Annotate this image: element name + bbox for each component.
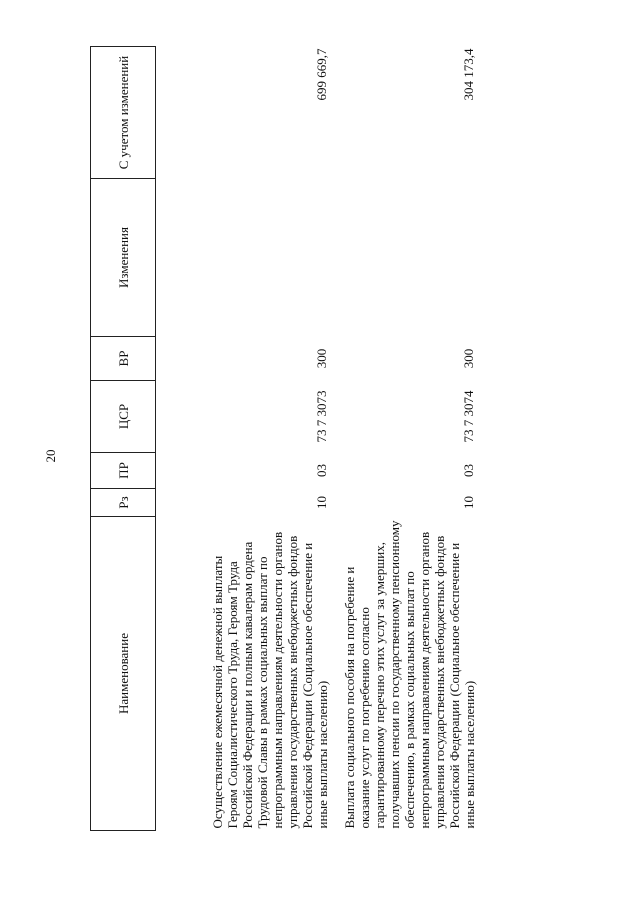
table-row [156,47,331,831]
row-changes [330,179,477,337]
row-pr: 03 [314,464,329,477]
row-with-changes: 304 173,4 [461,48,476,101]
header-with-changes: С учетом изменений [91,47,156,179]
rotated-table-region [90,47,502,831]
row-rz: 10 [314,496,329,509]
row-pr: 03 [461,464,476,477]
header-vr: ВР [91,337,156,381]
header-rz: Рз [91,489,156,517]
row-name: Осуществление ежемесячной денежной выплаты Героям Социалистического Труда, Героям Труда Российской Федерации и полным кавалерам ордена Трудовой Славы в рамках социальных выплат по непрограммным направлениям деятельности органов управления государственных внебюджетных фондов Российской Федерации (Социальное обеспечение и иные выплаты населению) [210,531,330,829]
budget-table [90,46,477,831]
row-csr: 73 7 3073 [314,390,329,443]
header-changes: Изменения [91,179,156,337]
row-vr: 300 [314,348,329,369]
header-csr: ЦСР [91,381,156,453]
row-with-changes: 699 669,7 [314,48,329,101]
row-vr: 300 [461,348,476,369]
row-csr: 73 7 3074 [461,390,476,443]
row-changes [156,179,331,337]
row-name: Выплата социального пособия на погребение и оказание услуг по погребению согласно гарантированному перечню этих услуг за умерших, получавших пенсии по государственному пенсионному обеспечению, в рамках социальных выплат по непрограммным направлениям деятельности органов управления государственных внебюджетных фондов Российской Федерации (Социальное обеспечение и иные выплаты населению) [342,520,477,829]
row-rz: 10 [461,496,476,509]
table-header-row [91,47,156,831]
header-pr: ПР [91,453,156,489]
header-name: Наименование [91,517,156,831]
table-row [330,47,477,831]
page-number: 20 [43,449,58,463]
